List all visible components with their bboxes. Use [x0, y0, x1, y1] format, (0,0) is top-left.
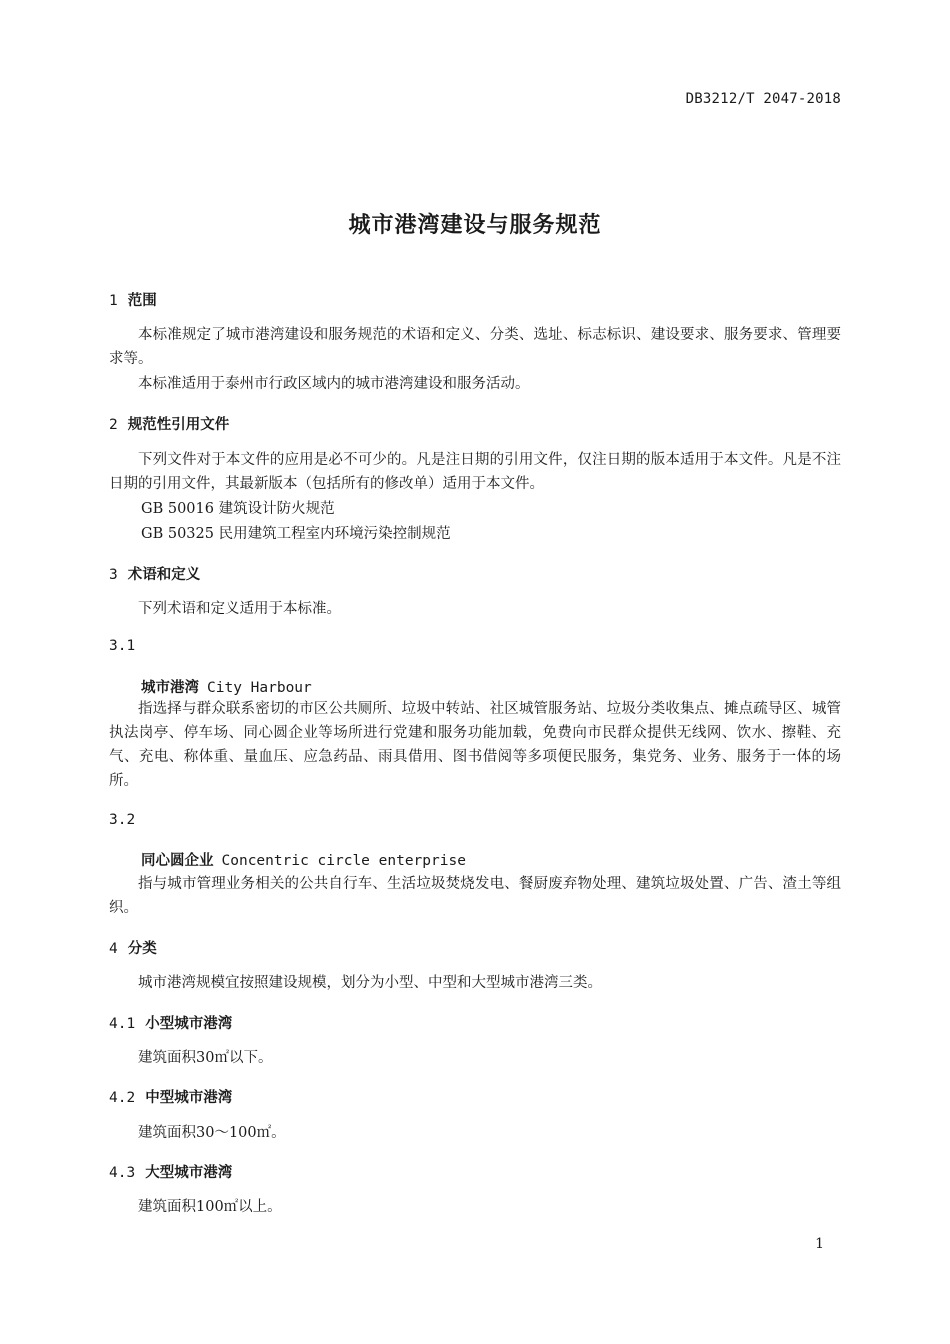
subsection-heading	[109, 1012, 232, 1033]
section-4-heading	[109, 937, 157, 958]
section-title: 小型城市港湾	[145, 1016, 233, 1032]
term-en: Concentric circle enterprise	[221, 853, 466, 869]
section-title: 术语和定义	[127, 567, 201, 583]
section-title: 分类	[127, 941, 157, 957]
section-number: 4.1	[109, 1016, 136, 1032]
section-number: 4	[109, 941, 118, 957]
section-title: 大型城市港湾	[145, 1165, 233, 1181]
term-definition: 指与城市管理业务相关的公共自行车、生活垃圾焚烧发电、餐厨废弃物处理、建筑垃圾处置、广告、渣土等组织。	[109, 876, 841, 916]
section-number: 3	[109, 567, 118, 583]
section-title: 规范性引用文件	[127, 417, 230, 433]
paragraph: 本标准规定了城市港湾建设和服务规范的术语和定义、分类、选址、标志标识、建设要求、服务要求、管理要求等。	[109, 327, 841, 367]
section-number: 4.3	[109, 1165, 136, 1181]
term-number: 3.1	[109, 638, 136, 654]
document-title: 城市港湾建设与服务规范	[348, 213, 602, 238]
term-zh: 城市港湾	[141, 680, 199, 696]
section-3-heading	[109, 563, 200, 584]
term-heading	[141, 849, 466, 870]
paragraph: 建筑面积30㎡以下。	[138, 1050, 273, 1066]
section-2-heading	[109, 413, 229, 434]
section-title: 范围	[127, 293, 157, 309]
section-number: 1	[109, 293, 118, 309]
term-zh: 同心圆企业	[141, 853, 214, 869]
reference-item: GB 50325 民用建筑工程室内环境污染控制规范	[141, 526, 451, 542]
section-title: 中型城市港湾	[145, 1090, 233, 1106]
paragraph: 本标准适用于泰州市行政区域内的城市港湾建设和服务活动。	[138, 376, 530, 392]
paragraph: 下列术语和定义适用于本标准。	[138, 601, 341, 617]
document-code: DB3212/T 2047-2018	[685, 91, 841, 107]
term-definition: 指选择与群众联系密切的市区公共厕所、垃圾中转站、社区城管服务站、垃圾分类收集点、摊点疏导区、城管执法岗亭、停车场、同心圆企业等场所进行党建和服务功能加载，免费向市民群众提供无线网、饮水、擦鞋、充气、充电、称体重、量血压、应急药品、雨具借用、图书借阅等多项便民服务，集党务、业务、服务于一体的场所。	[109, 701, 841, 789]
term-en: City Harbour	[207, 680, 312, 696]
term-number: 3.2	[109, 812, 136, 828]
section-1-heading	[109, 289, 157, 310]
section-number: 4.2	[109, 1090, 136, 1106]
section-number: 2	[109, 417, 118, 433]
paragraph: 城市港湾规模宜按照建设规模，划分为小型、中型和大型城市港湾三类。	[138, 975, 602, 991]
page-number: 1	[815, 1236, 824, 1252]
paragraph: 下列文件对于本文件的应用是必不可少的。凡是注日期的引用文件，仅注日期的版本适用于本文件。凡是不注日期的引用文件，其最新版本（包括所有的修改单）适用于本文件。	[109, 452, 841, 492]
reference-item: GB 50016 建筑设计防火规范	[141, 501, 335, 517]
subsection-heading	[109, 1086, 232, 1107]
paragraph: 建筑面积100㎡以上。	[138, 1199, 282, 1215]
term-heading	[141, 676, 312, 697]
subsection-heading	[109, 1161, 232, 1182]
paragraph: 建筑面积30～100㎡。	[138, 1125, 286, 1141]
